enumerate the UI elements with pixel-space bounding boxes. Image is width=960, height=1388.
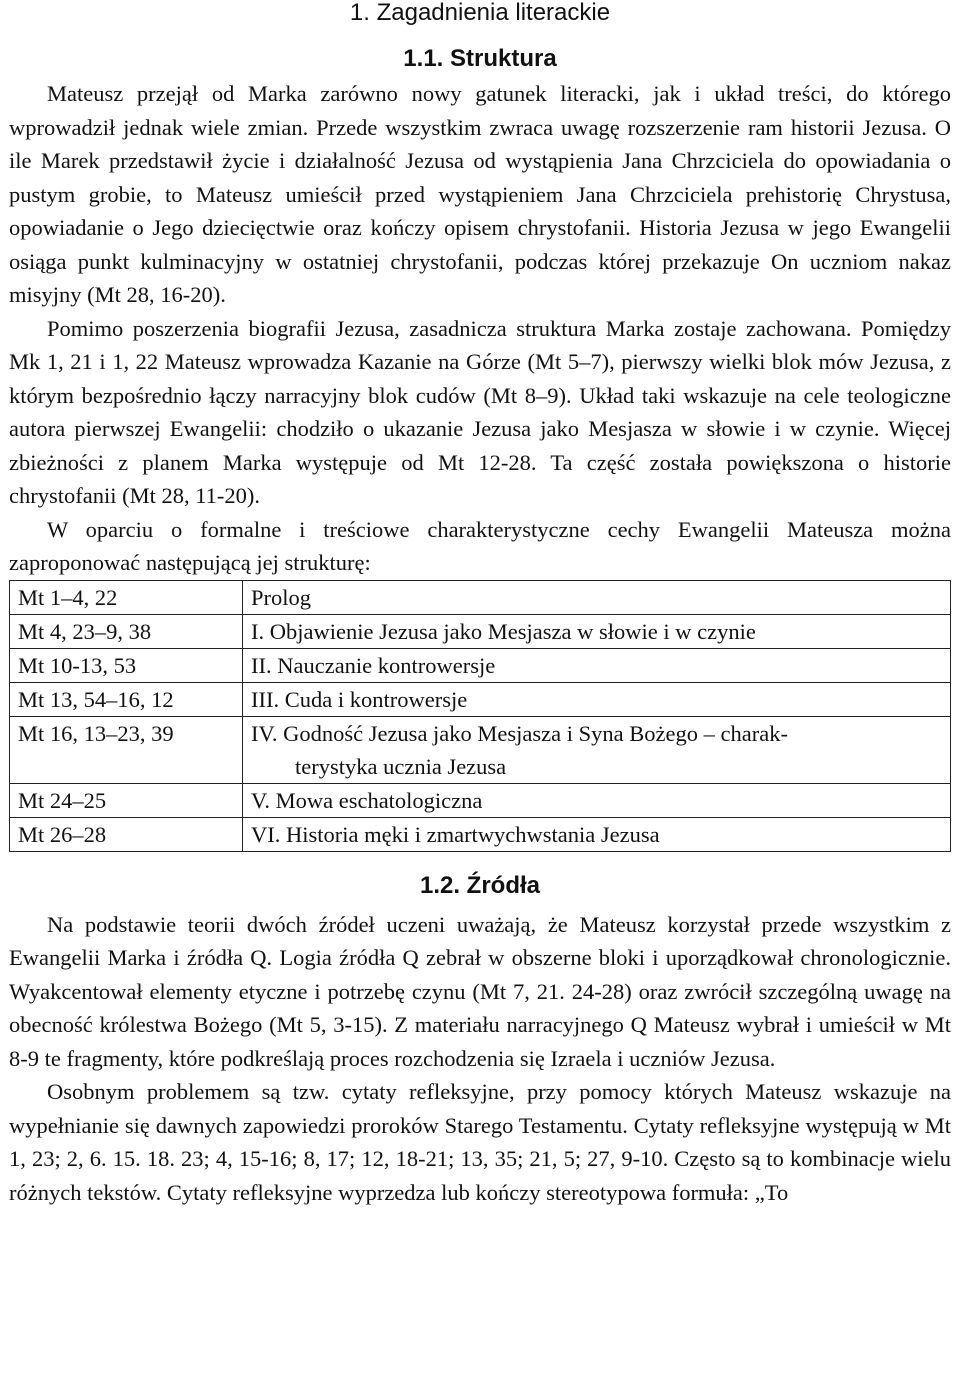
structure-table — [9, 580, 951, 852]
table-row — [10, 614, 951, 648]
section-heading-structure: 1.1. Struktura — [403, 45, 557, 72]
table-row — [10, 682, 951, 716]
paragraph: Mateusz przejął od Marka zarówno nowy gatunek literacki, jak i układ treści, do którego wprowadził jednak wiele zmian. Przede wszystkim zwraca uwagę rozszerzenie ram historii Jezusa. O ile Marek przedstawił życie i działalność Jezusa od wystąpienia Jana Chrzciciela do opowiadania o pustym grobie, to Mateusz umieścił przed wystąpieniem Jana Chrzciciela prehistorię Chrystusa, opowiadanie o Jego dziecięctwie oraz kończy opisem chrystofanii. Historia Jezusa w jego Ewangelii osiąga punkt kulminacyjny w ostatniej chrystofanii, podczas której przekazuje On uczniom nakaz misyjny (Mt 28, 16-20). — [9, 81, 951, 307]
table-cell-description: III. Cuda i kontrowersje — [243, 682, 951, 716]
table-row — [10, 716, 951, 783]
table-cell-description: II. Nauczanie kontrowersje — [243, 648, 951, 682]
table-cell-reference: Mt 24–25 — [10, 783, 243, 817]
table-row — [10, 580, 951, 614]
table-cell-reference: Mt 4, 23–9, 38 — [10, 614, 243, 648]
table-cell-description: V. Mowa eschatologiczna — [243, 783, 951, 817]
table-cell-reference: Mt 16, 13–23, 39 — [10, 716, 243, 783]
description-line: IV. Godność Jezusa jako Mesjasza i Syna Bożego – charak- — [251, 720, 788, 746]
section-heading-sources: 1.2. Źródła — [419, 871, 541, 899]
chapter-heading: 1. Zagadnienia literackie — [349, 0, 611, 26]
description-line-continued: terystyka ucznia Jezusa — [295, 753, 507, 779]
paragraph: Osobnym problemem są tzw. cytaty refleksyjne, przy pomocy których Mateusz wskazuje na wypełnianie się dawnych zapowiedzi proroków Starego Testamentu. Cytaty refleksyjne występują w Mt 1, 23; 2, 6. 15. 18. 23; 4, 15-16; 8, 17; 12, 18-21; 13, 35; 21, 5; 27, 9-10. Często są to kombinacje wielu różnych tekstów. Cytaty refleksyjne wyprzedza lub kończy stereotypowa formuła: „To — [9, 1079, 951, 1205]
table-row — [10, 817, 951, 851]
table-row — [10, 783, 951, 817]
table-cell-description: VI. Historia męki i zmartwychwstania Jezusa — [243, 817, 951, 851]
paragraph: Pomimo poszerzenia biografii Jezusa, zasadnicza struktura Marka zostaje zachowana. Pomiędzy Mk 1, 21 i 1, 22 Mateusz wprowadza Kazanie na Górze (Mt 5–7), pierwszy wielki blok mów Jezusa, z którym bezpośrednio łączy narracyjny blok cudów (Mt 8–9). Układ taki wskazuje na cele teologiczne autora pierwszej Ewangelii: chodziło o ukazanie Jezusa jako Mesjasza w słowie i w czynie. Więcej zbieżności z planem Marka występuje od Mt 12-28. Ta część została powiększona o historie chrystofanii (Mt 28, 11-20). — [9, 315, 951, 508]
table-row — [10, 648, 951, 682]
table-cell-description: I. Objawienie Jezusa jako Mesjasza w słowie i w czynie — [243, 614, 951, 648]
table-cell-description — [243, 716, 951, 783]
paragraph: Na podstawie teorii dwóch źródeł uczeni uważają, że Mateusz korzystał przede wszystkim z Ewangelii Marka i źródła Q. Logia źródła Q zebrał w obszerne bloki i uporządkował chronologicznie. Wyakcentował elementy etyczne i potrzebę czynu (Mt 7, 21. 24-28) oraz zwrócił szczególną uwagę na obecność królestwa Bożego (Mt 5, 3-15). Z materiału narracyjnego Q Mateusz wybrał i umieścił w Mt 8-9 te fragmenty, które podkreślają proces rozchodzenia się Izraela i uczniów Jezusa. — [9, 911, 951, 1071]
table-cell-reference: Mt 26–28 — [10, 817, 243, 851]
table-cell-reference: Mt 13, 54–16, 12 — [10, 682, 243, 716]
paragraph: W oparciu o formalne i treściowe charakterystyczne cechy Ewangelii Mateusza można zaproponować następującą jej strukturę: — [9, 516, 951, 575]
table-cell-reference: Mt 10-13, 53 — [10, 648, 243, 682]
table-cell-description: Prolog — [243, 580, 951, 614]
table-cell-reference: Mt 1–4, 22 — [10, 580, 243, 614]
